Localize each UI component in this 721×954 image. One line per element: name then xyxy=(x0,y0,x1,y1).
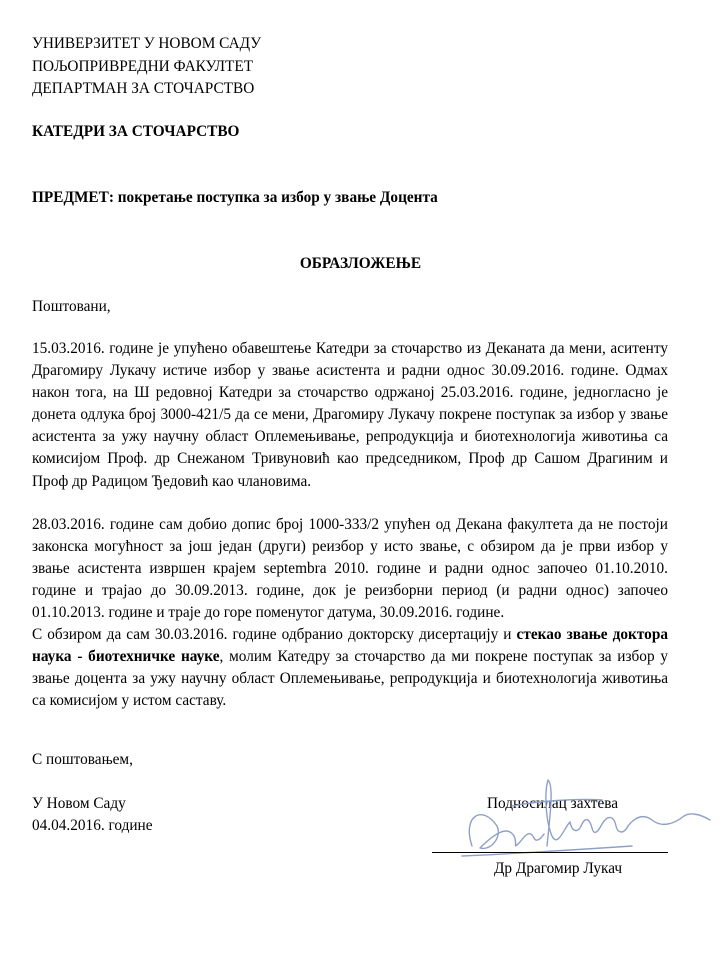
date: 04.04.2016. године xyxy=(32,817,153,834)
closing: С поштовањем, xyxy=(32,751,133,768)
subject-label: ПРЕДМЕТ: xyxy=(32,189,114,206)
body-paragraph-3-bold: стекао звање доктора наука - биотехничке науке xyxy=(32,626,668,666)
body-paragraph-2: 28.03.2016. године сам добио допис број 1000-333/2 упућен од Декана факултета да не постоји законска могућност за још један (други) реизбор у исто звање, с обзиром да је први избор у звање асистента извршен крајем septembra 2010. године и радни однос започео 01.10.2010. године и трајао до 30.09.2013. године, док је реизборни период (и радни однос) започео 01.10.2013. године и траје до горе поменутог датума, 30.09.2016. године. xyxy=(32,516,668,622)
document-title: ОБРАЗЛОЖЕЊЕ xyxy=(299,255,422,272)
recipient: КАТЕДРИ ЗА СТОЧАРСТВО xyxy=(32,123,240,140)
subject-text: покретање поступка за избор у звање Доцента xyxy=(113,189,438,206)
subject-line xyxy=(32,187,438,209)
body-paragraph-1: 15.03.2016. године је упућено обавештење Катедри за сточарство из Деканата да мени, аситенту Драгомиру Лукачу истиче избор у звање асистента и радни однос 30.09.2016. године. Одмах након тога, на Ш редовној Катедри за сточарство одржаној 25.03.2016. године, једногласно је донета одлука број 3000-421/5 да се мени, Драгомиру Лукачу покрене поступак за избор у звање асистента за ужу научну област Оплемењивање, репродукција и биотехнологија животиња са комисијом Проф. др Снежаном Тривуновић као председником, Проф др Сашом Драгиним и Проф др Радицом Ђедовић као члановима. xyxy=(32,340,668,490)
university-name: УНИВЕРЗИТЕТ У НОВОМ САДУ xyxy=(32,35,262,52)
signer-name: Др Драгомир Лукач xyxy=(494,860,623,877)
signer-title: Подносилац захтева xyxy=(487,795,619,812)
faculty-name: ПОЉОПРИВРЕДНИ ФАКУЛТЕТ xyxy=(32,58,254,75)
body-paragraph-3-start: С обзиром да сам 30.03.2016. године одбранио докторску дисертацију и xyxy=(32,626,517,643)
signature-line xyxy=(432,852,668,853)
body-paragraph-3 xyxy=(32,624,668,712)
body-paragraph-3-end: , молим Катедру за сточарство да ми покрене поступак за избор у звање доцента за ужу научну област Оплемењивање, репродукција и биотехнологија животиња са комисијом у истом саставу. xyxy=(32,648,668,710)
greeting: Поштовани, xyxy=(32,298,111,315)
department-name: ДЕПАРТМАН ЗА СТОЧАРСТВО xyxy=(32,80,255,97)
place: У Новом Саду xyxy=(32,795,126,812)
